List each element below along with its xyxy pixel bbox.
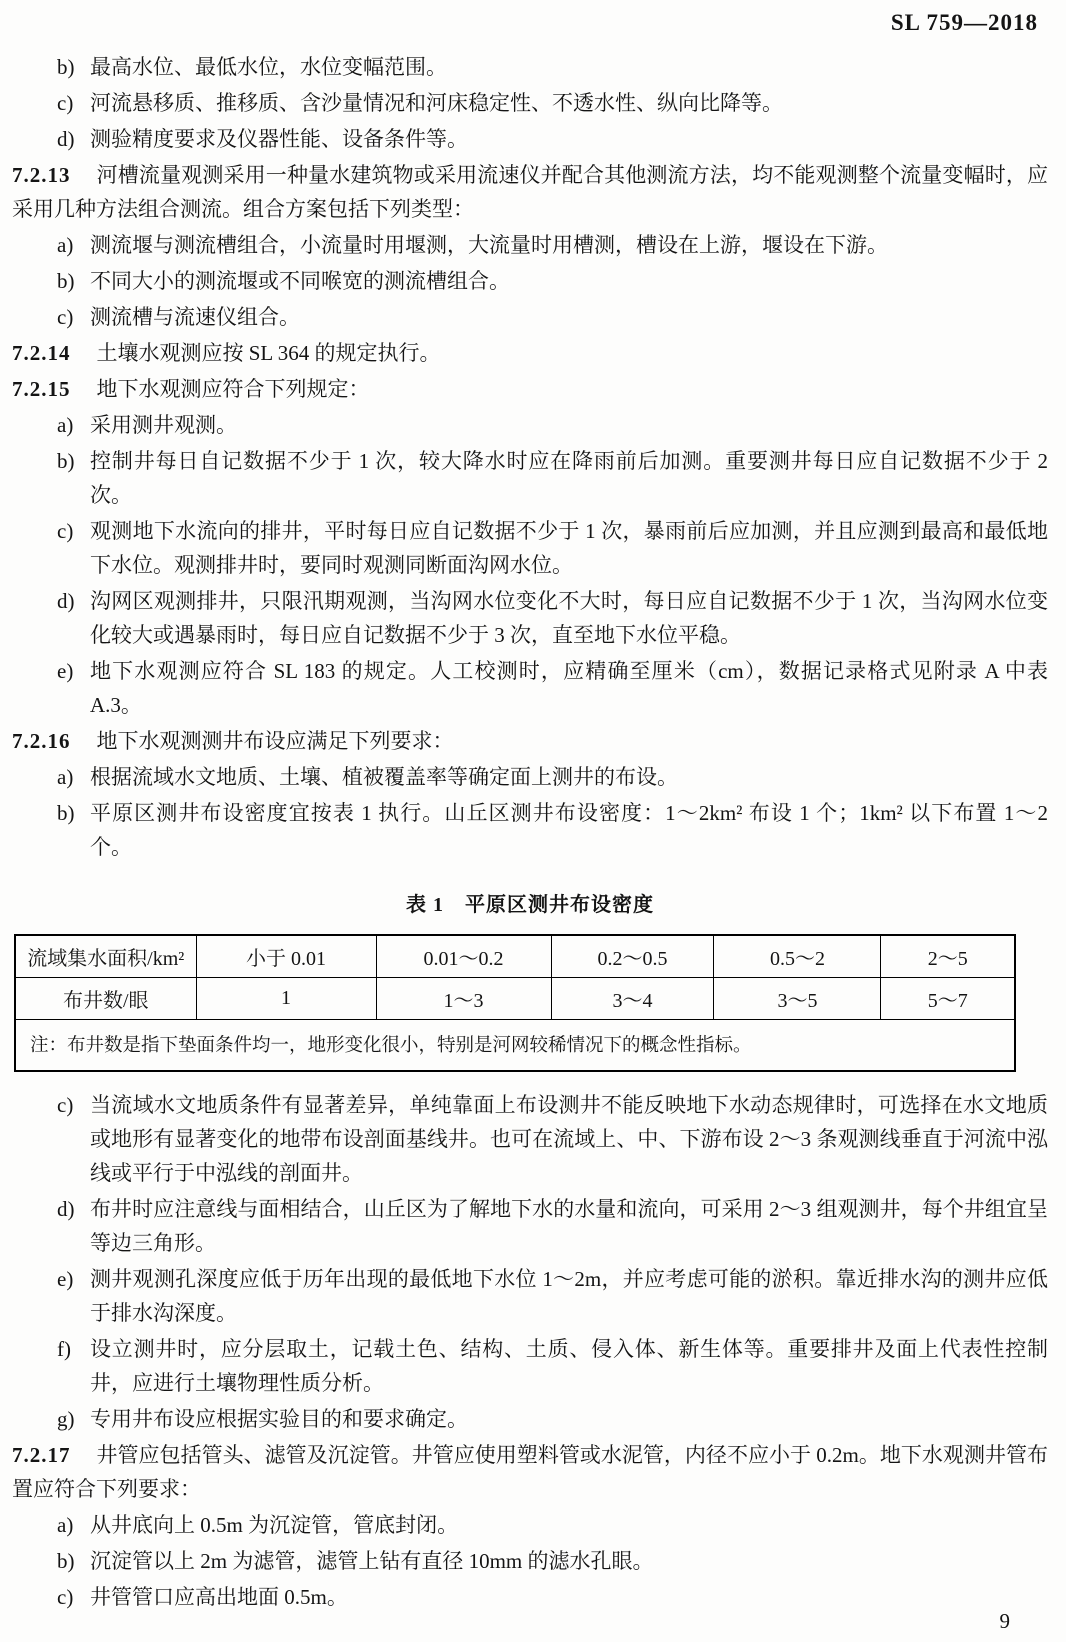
item-marker: d) [57, 1197, 75, 1221]
item-marker: a) [57, 233, 74, 257]
section-paragraph [12, 1438, 1048, 1506]
doc-code: SL 759—2018 [890, 10, 1038, 35]
value-cell: 5～7 [881, 978, 1015, 1020]
item-text: 沟网区观测排井，只限汛期观测，当沟网水位变化不大时，每日应自记数据不少于 1 次，当沟网水位变化较大或遇暴雨时，每日应自记数据不少于 3 次，直至地下水位平稳。 [90, 589, 1048, 647]
item-marker: d) [57, 127, 75, 151]
item-text: 最高水位、最低水位，水位变幅范围。 [90, 55, 447, 79]
table-caption: 表 1 平原区测井布设密度 [406, 894, 654, 916]
item-marker: b) [57, 449, 75, 473]
item-text: 井管管口应高出地面 0.5m。 [90, 1585, 348, 1609]
table-row [15, 978, 1015, 1020]
section-paragraph [12, 336, 1048, 370]
item-marker: e) [57, 1267, 74, 1291]
value-cell: 3～4 [551, 978, 714, 1020]
item-marker: c) [57, 519, 74, 543]
value-cell: 1 [196, 978, 376, 1020]
section-paragraph [12, 158, 1048, 226]
value-cell: 0.5～2 [714, 935, 881, 978]
item-marker: c) [57, 1093, 74, 1117]
item-marker: d) [57, 589, 75, 613]
paragraph-item [12, 1192, 1048, 1260]
item-text: 从井底向上 0.5m 为沉淀管，管底封闭。 [90, 1513, 459, 1537]
section-number: 7.2.13 [12, 163, 71, 187]
paragraph-item [12, 86, 1048, 120]
item-text: 设立测井时，应分层取土，记载土色、结构、土质、侵入体、新生体等。重要排井及面上代表性控制井，应进行土壤物理性质分析。 [90, 1337, 1048, 1395]
paragraph-item [12, 796, 1048, 864]
value-cell: 1～3 [376, 978, 551, 1020]
item-text: 布井时应注意线与面相结合，山丘区为了解地下水的水量和流向，可采用 2～3 组观测井，每个井组宜呈等边三角形。 [90, 1197, 1048, 1255]
value-cell: 0.2～0.5 [551, 935, 714, 978]
item-marker: e) [57, 659, 74, 683]
paragraph-item [12, 1544, 1048, 1578]
value-cell: 3～5 [714, 978, 881, 1020]
item-marker: b) [57, 55, 75, 79]
paragraph-item [12, 1402, 1048, 1436]
section-number: 7.2.17 [12, 1443, 71, 1467]
density-table [14, 934, 1016, 1072]
row-header-cell: 流域集水面积/km² [15, 935, 196, 978]
item-text: 测验精度要求及仪器性能、设备条件等。 [90, 127, 468, 151]
item-text: 测井观测孔深度应低于历年出现的最低地下水位 1～2m，并应考虑可能的淤积。靠近排水沟的测井应低于排水沟深度。 [90, 1267, 1048, 1325]
paragraph-item [12, 1580, 1048, 1614]
item-marker: c) [57, 91, 74, 115]
item-text: 专用井布设应根据实验目的和要求确定。 [90, 1407, 468, 1431]
value-cell: 0.01～0.2 [376, 935, 551, 978]
item-text: 沉淀管以上 2m 为滤管，滤管上钻有直径 10mm 的滤水孔眼。 [90, 1549, 654, 1573]
item-marker: f) [57, 1337, 71, 1361]
item-marker: c) [57, 305, 74, 329]
item-text: 测流堰与测流槽组合，小流量时用堰测，大流量时用槽测，槽设在上游，堰设在下游。 [90, 233, 888, 257]
item-text: 测流槽与流速仪组合。 [90, 305, 300, 329]
table-row [15, 935, 1015, 978]
paragraph-item [12, 444, 1048, 512]
row-header-cell: 布井数/眼 [15, 978, 196, 1020]
table-note: 注：布井数是指下垫面条件均一，地形变化很小，特别是河网较稀情况下的概念性指标。 [15, 1020, 1015, 1072]
item-text: 不同大小的测流堰或不同喉宽的测流槽组合。 [90, 269, 510, 293]
page-number: 9 [999, 1609, 1010, 1633]
item-marker: b) [57, 801, 75, 825]
table-note-row [15, 1020, 1015, 1072]
section-paragraph [12, 724, 1048, 758]
item-text: 平原区测井布设密度宜按表 1 执行。山丘区测井布设密度：1～2km² 布设 1 个；1km² 以下布置 1～2 个。 [90, 801, 1048, 859]
paragraph-item [12, 514, 1048, 582]
value-cell: 2～5 [881, 935, 1015, 978]
item-text: 当流域水文地质条件有显著差异，单纯靠面上布设测井不能反映地下水动态规律时，可选择在水文地质或地形有显著变化的地带布设剖面基线井。也可在流域上、中、下游布设 2～3 条观测线垂直于河流中泓线或平行于中泓线的剖面井。 [90, 1093, 1048, 1185]
section-number: 7.2.15 [12, 377, 71, 401]
value-cell: 小于 0.01 [196, 935, 376, 978]
item-text: 根据流域水文地质、土壤、植被覆盖率等确定面上测井的布设。 [90, 765, 678, 789]
item-text: 地下水观测应符合 SL 183 的规定。人工校测时，应精确至厘米（cm），数据记录格式见附录 A 中表 A.3。 [90, 659, 1048, 717]
item-marker: b) [57, 269, 75, 293]
paragraph-item [12, 1262, 1048, 1330]
paragraph-item [12, 584, 1048, 652]
section-number: 7.2.16 [12, 729, 71, 753]
item-text: 控制井每日自记数据不少于 1 次，较大降水时应在降雨前后加测。重要测井每日应自记数据不少于 2 次。 [90, 449, 1048, 507]
item-marker: g) [57, 1407, 75, 1431]
paragraph-item [12, 1088, 1048, 1190]
item-marker: a) [57, 1513, 74, 1537]
section-text: 河槽流量观测采用一种量水建筑物或采用流速仪并配合其他测流方法，均不能观测整个流量变幅时，应采用几种方法组合测流。组合方案包括下列类型： [12, 163, 1048, 221]
paragraph-item [12, 228, 1048, 262]
section-text: 土壤水观测应按 SL 364 的规定执行。 [96, 341, 441, 365]
document-body [12, 50, 1048, 1614]
paragraph-item [12, 408, 1048, 442]
paragraph-item [12, 122, 1048, 156]
section-number: 7.2.14 [12, 341, 71, 365]
item-marker: a) [57, 765, 74, 789]
paragraph-item [12, 300, 1048, 334]
paragraph-item [12, 760, 1048, 794]
paragraph-item [12, 264, 1048, 298]
section-text: 地下水观测应符合下列规定： [96, 377, 370, 401]
paragraph-item [12, 1508, 1048, 1542]
item-text: 采用测井观测。 [90, 413, 237, 437]
paragraph-item [12, 654, 1048, 722]
item-marker: b) [57, 1549, 75, 1573]
section-text: 井管应包括管头、滤管及沉淀管。井管应使用塑料管或水泥管，内径不应小于 0.2m。地下水观测井管布置应符合下列要求： [12, 1443, 1048, 1501]
item-marker: a) [57, 413, 74, 437]
item-marker: c) [57, 1585, 74, 1609]
paragraph-item [12, 1332, 1048, 1400]
paragraph-item [12, 50, 1048, 84]
section-text: 地下水观测测井布设应满足下列要求： [96, 729, 454, 753]
section-paragraph [12, 372, 1048, 406]
item-text: 河流悬移质、推移质、含沙量情况和河床稳定性、不透水性、纵向比降等。 [90, 91, 783, 115]
item-text: 观测地下水流向的排井，平时每日应自记数据不少于 1 次，暴雨前后应加测，并且应测到最高和最低地下水位。观测排井时，要同时观测同断面沟网水位。 [90, 519, 1048, 577]
